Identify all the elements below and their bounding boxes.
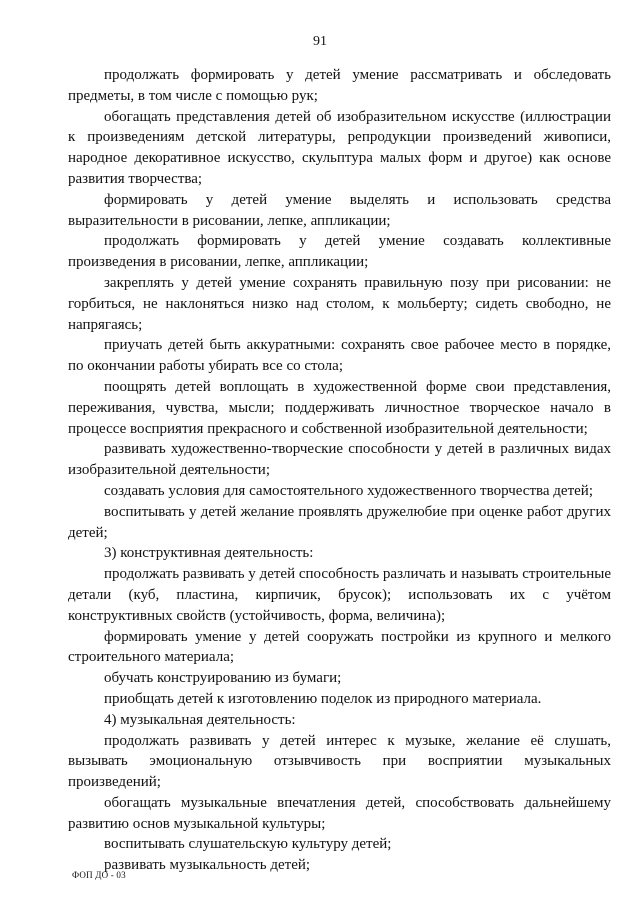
paragraph: создавать условия для самостоятельного художественного творчества детей; bbox=[104, 482, 593, 499]
paragraph: закреплять у детей умение сохранять правильную позу при рисовании: не горбиться, не наклоняться низко над столом, к мольберту; сидеть свободно, не напрягаясь; bbox=[68, 274, 611, 333]
section-heading-musical: 4) музыкальная деятельность: bbox=[104, 711, 296, 728]
paragraph: обучать конструированию из бумаги; bbox=[104, 670, 342, 687]
page-number: 91 bbox=[313, 34, 327, 49]
paragraph: развивать художественно-творческие способности у детей в различных видах изобразительной деятельности; bbox=[68, 441, 611, 479]
paragraph: продолжать развивать у детей интерес к музыке, желание её слушать, вызывать эмоциональную отзывчивость при восприятии музыкальных произведений; bbox=[68, 732, 611, 791]
paragraph: воспитывать слушательскую культуру детей; bbox=[104, 836, 392, 853]
paragraph: поощрять детей воплощать в художественной форме свои представления, переживания, чувства, мысли; поддерживать личностное творческое начало в процессе восприятия прекрасного и собственной изобразительной деятельности; bbox=[68, 378, 611, 437]
paragraph: продолжать формировать у детей умение создавать коллективные произведения в рисовании, лепке, аппликации; bbox=[68, 233, 611, 271]
paragraph: развивать музыкальность детей; bbox=[104, 857, 311, 874]
document-body bbox=[68, 65, 611, 876]
paragraph: продолжать формировать у детей умение рассматривать и обследовать предметы, в том числе с помощью рук; bbox=[68, 67, 611, 104]
paragraph: обогащать музыкальные впечатления детей, способствовать дальнейшему развитию основ музыкальной культуры; bbox=[68, 794, 611, 832]
paragraph: формировать у детей умение выделять и использовать средства выразительности в рисовании, лепке, аппликации; bbox=[68, 191, 611, 229]
paragraph: формировать умение у детей сооружать постройки из крупного и мелкого строительного материала; bbox=[68, 628, 611, 666]
paragraph: приобщать детей к изготовлению поделок из природного материала. bbox=[104, 690, 542, 707]
paragraph: воспитывать у детей желание проявлять дружелюбие при оценке работ других детей; bbox=[68, 503, 611, 541]
paragraph: обогащать представления детей об изобразительном искусстве (иллюстрации к произведениям детской литературы, репродукции произведений живописи, народное декоративное искусство, скульптура малых форм и другое) как основе развития творчества; bbox=[68, 108, 611, 187]
section-heading-constructive: 3) конструктивная деятельность: bbox=[104, 545, 314, 562]
paragraph: продолжать развивать у детей способность различать и называть строительные детали (куб, пластина, кирпичик, брусок); использовать их с учётом конструктивных свойств (устойчивость, форма, величина); bbox=[68, 566, 611, 624]
paragraph: приучать детей быть аккуратными: сохранять свое рабочее место в порядке, по окончании работы убирать все со стола; bbox=[68, 337, 611, 375]
footer-document-code: ФОП ДО - 03 bbox=[72, 870, 126, 880]
